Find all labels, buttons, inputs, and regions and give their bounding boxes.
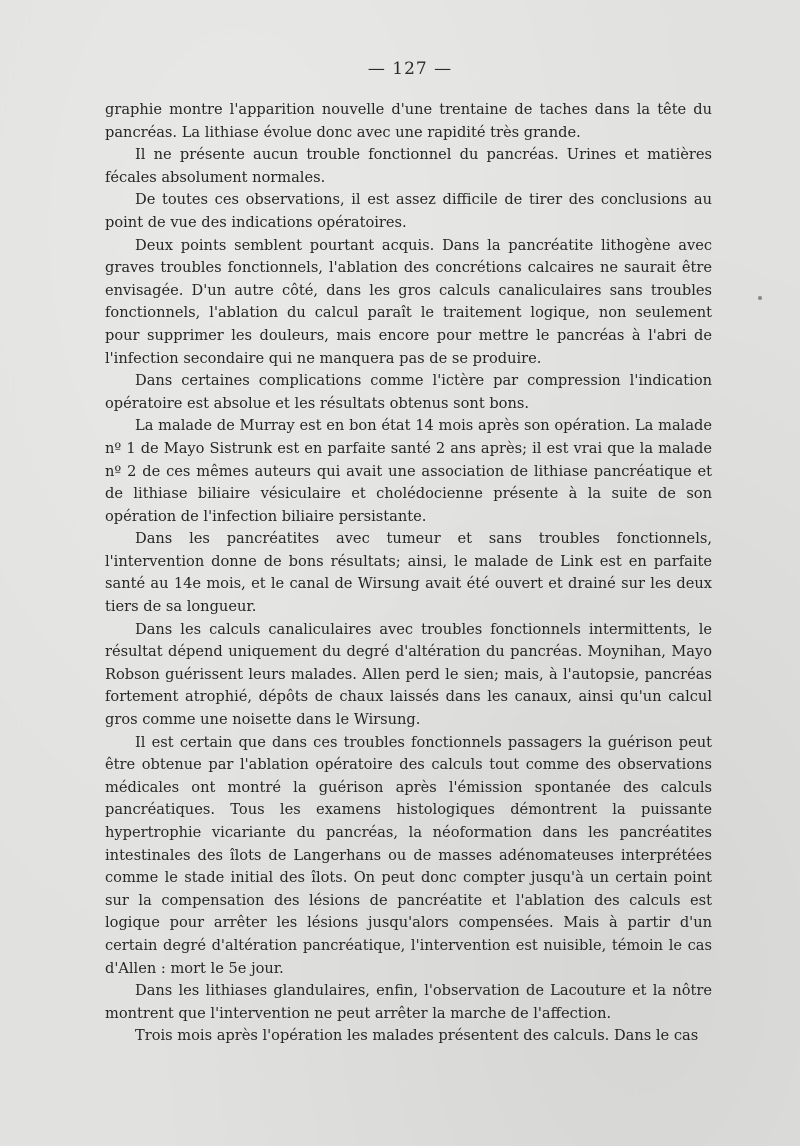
paragraph-8: Dans les calculs canaliculaires avec troubles fonctionnels intermittents, le résultat dépend uniquement du degré d'altération du pancréas. Moynihan, Mayo Robson guérissent leurs malades. Allen perd le sien; mais, à l'autopsie, pancréas fortement atrophié, dépôts de chaux laissés dans les canaux, ainsi qu'un calcul gros comme une noisette dans le Wirsung. xyxy=(105,620,712,729)
paragraph-9: Il est certain que dans ces troubles fonctionnels passagers la guérison peut être obtenue par l'ablation opératoire des calculs tout comme des observations médicales ont montré la guérison après l'émission spontanée des calculs pancréatiques. Tous les examens histologiques démontrent la puissante hypertrophie vicariante du pancréas, la néoformation dans les pancréatites intestinales des îlots de Langerhans ou de masses adénomateuses interprétées comme le stade initial des îlots. On peut donc compter jusqu'à un certain point sur la compensation des lésions de pancréatite et l'ablation des calculs est logique pour arrêter les lésions jusqu'alors compensées. Mais à partir d'un certain degré d'altération pancréatique, l'intervention est nuisible, témoin le cas d'Allen : mort le 5e jour. xyxy=(105,733,712,977)
paragraph-10: Dans les lithiases glandulaires, enfin, l'observation de Lacouture et la nôtre montrent que l'intervention ne peut arrêter la marche de l'affection. xyxy=(105,982,712,1022)
paragraph-1: graphie montre l'apparition nouvelle d'une trentaine de taches dans la tête du pancréas. La lithiase évolue donc avec une rapidité très grande. xyxy=(105,101,712,141)
paragraph-3: De toutes ces observations, il est assez difficile de tirer des conclusions au point de vue des indications opératoires. xyxy=(105,191,712,231)
paragraph-6: La malade de Murray est en bon état 14 mois après son opération. La malade nº 1 de Mayo Sistrunk est en parfaite santé 2 ans après; il est vrai que la malade nº 2 de ces mêmes auteurs qui avait une association de lithiase pancréatique et de lithiase biliaire vésiculaire et cholédocienne présente à la suite de son opération de l'infection biliaire persistante. xyxy=(105,417,712,525)
paragraph-4: Deux points semblent pourtant acquis. Dans la pancréatite lithogène avec graves troubles fonctionnels, l'ablation des concrétions calcaires ne saurait être envisagée. D'un autre côté, dans les gros calculs canaliculaires sans troubles fonctionnels, l'ablation du calcul paraît le traitement logique, non seulement pour supprimer les douleurs, mais encore pour mettre le pancréas à l'abri de l'infection secondaire qui ne manquera pas de se produire. xyxy=(105,236,712,367)
page-number: — 127 — xyxy=(367,59,453,79)
paragraph-2: Il ne présente aucun trouble fonctionnel du pancréas. Urines et matières fécales absolument normales. xyxy=(105,146,712,186)
paper-speck xyxy=(758,296,762,300)
paragraph-7: Dans les pancréatites avec tumeur et sans troubles fonctionnels, l'intervention donne de bons résultats; ainsi, le malade de Link est en parfaite santé au 14e mois, et le canal de Wirsung avait été ouvert et drainé sur les deux tiers de sa longueur. xyxy=(105,530,712,616)
body-text xyxy=(105,99,712,1048)
paragraph-11: Trois mois après l'opération les malades présentent des calculs. Dans le cas xyxy=(135,1027,699,1045)
paragraph-5: Dans certaines complications comme l'ictère par compression l'indication opératoire est absolue et les résultats obtenus sont bons. xyxy=(105,372,712,412)
